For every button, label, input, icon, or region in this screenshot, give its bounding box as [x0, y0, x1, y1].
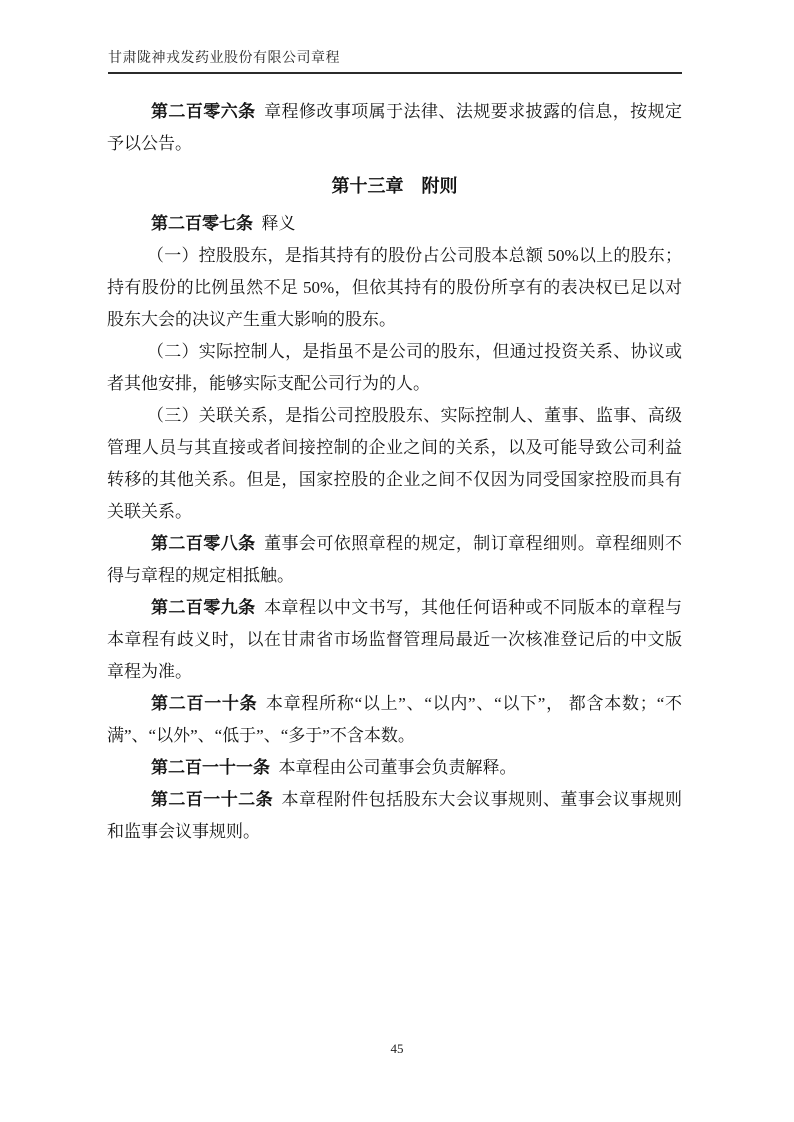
article-212-paragraph — [107, 784, 682, 848]
article-208-text: 董事会可依照章程的规定，制订章程细则。章程细则不得与章程的规定相抵触。 — [107, 534, 683, 585]
article-211-text: 本章程由公司董事会负责解释。 — [278, 758, 517, 777]
header-title: 甘肃陇神戎发药业股份有限公司章程 — [108, 51, 340, 66]
article-208-number: 第二百零八条 — [151, 534, 256, 553]
article-212-number: 第二百一十二条 — [151, 790, 274, 809]
article-207-number: 第二百零七条 — [151, 214, 253, 233]
article-207-text: 释义 — [261, 214, 296, 233]
definition-item-3-text: （三）关联关系，是指公司控股股东、实际控制人、董事、监事、高级管理人员与其直接或者间接控制的企业之间的关系，以及可能导致公司利益转移的其他关系。但是，国家控股的企业之间不仅因为同受国家控股而具有关联关系。 — [107, 406, 682, 521]
chapter-13-heading: 第十三章 附则 — [331, 176, 458, 196]
article-208-paragraph — [107, 528, 682, 592]
article-206-paragraph — [107, 96, 682, 160]
article-209-number: 第二百零九条 — [151, 598, 256, 617]
article-206-text: 章程修改事项属于法律、法规要求披露的信息，按规定予以公告。 — [107, 102, 683, 153]
page-number: 45 — [390, 1041, 404, 1056]
article-210-number: 第二百一十条 — [151, 694, 258, 713]
article-209-paragraph — [107, 592, 682, 688]
definition-item-3 — [107, 400, 682, 528]
definition-item-1-text: （一）控股股东，是指其持有的股份占公司股本总额 50%以上的股东；持有股份的比例虽然不足 50%，但依其持有的股份所享有的表决权已足以对股东大会的决议产生重大影响的股东。 — [107, 246, 682, 329]
article-209-text: 本章程以中文书写，其他任何语种或不同版本的章程与本章程有歧义时，以在甘肃省市场监督管理局最近一次核准登记后的中文版章程为准。 — [107, 598, 683, 681]
page-header — [108, 50, 682, 74]
article-211-paragraph — [107, 752, 682, 784]
article-207-paragraph — [107, 208, 682, 240]
definition-item-2-text: （二）实际控制人，是指虽不是公司的股东，但通过投资关系、协议或者其他安排，能够实际支配公司行为的人。 — [107, 342, 682, 393]
article-212-text: 本章程附件包括股东大会议事规则、董事会议事规则和监事会议事规则。 — [107, 790, 683, 841]
article-210-paragraph — [107, 688, 682, 752]
definition-item-2 — [107, 336, 682, 400]
article-210-text: 本章程所称“以上”、“以内”、“以下”， 都含本数；“不满”、“以外”、“低于”、“多于”不含本数。 — [107, 694, 683, 745]
article-211-number: 第二百一十一条 — [151, 758, 270, 777]
article-206-number: 第二百零六条 — [151, 102, 256, 121]
definition-item-1 — [107, 240, 682, 336]
page-body — [107, 96, 682, 848]
page-footer — [0, 1040, 794, 1058]
